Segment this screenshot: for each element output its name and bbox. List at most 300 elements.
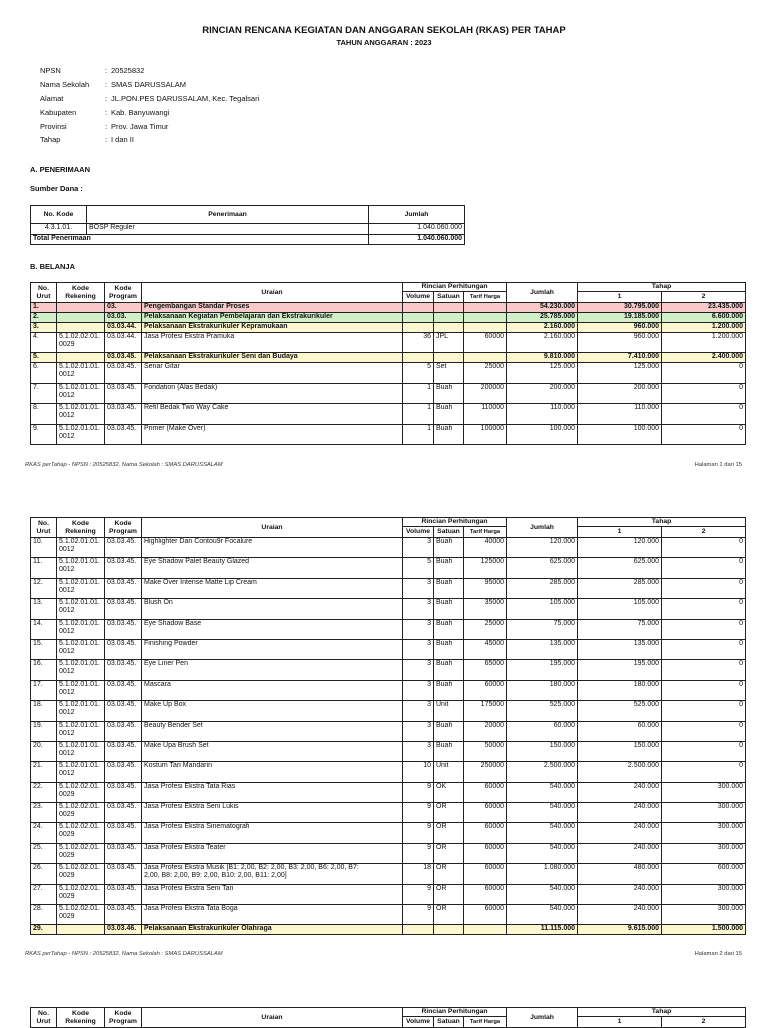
cell-satuan: [434, 353, 464, 363]
cell-tahap-1: 200.000: [578, 383, 662, 403]
cell-tahap-1: 180.000: [578, 680, 662, 700]
section-belanja-heading: B. BELANJA: [30, 262, 76, 271]
cell-volume: 3: [403, 599, 434, 619]
header-satuan: Satuan: [434, 1017, 464, 1028]
cell-uraian: Jasa Profesi Ekstra Sinematografi: [142, 823, 403, 843]
cell-tahap-2: 0: [662, 424, 746, 444]
cell-tahap-2: 0: [662, 721, 746, 741]
info-value: 20525832: [111, 66, 145, 76]
sumber-dana-label: Sumber Dana :: [30, 184, 83, 193]
cell-tahap-1: 120.000: [578, 538, 662, 558]
header-jumlah: Jumlah: [507, 518, 578, 538]
cell-kode-rekening: 5.1.02.01.01. 0012: [57, 741, 105, 761]
cell-kode-rekening: 5.1.02.01.01. 0012: [57, 701, 105, 721]
cell-tahap-2: 0: [662, 680, 746, 700]
cell-no-urut: 24.: [31, 823, 57, 843]
cell-kode-program: 03.03.45.: [105, 680, 142, 700]
info-colon: :: [104, 107, 108, 117]
cell-no-urut: 28.: [31, 905, 57, 925]
cell-tarif: [464, 313, 507, 323]
cell-tahap-2: 2.400.000: [662, 353, 746, 363]
info-key: Kabupaten: [40, 107, 77, 117]
cell-jumlah: 625.000: [507, 558, 578, 578]
cell-kode-rekening: 5.1.02.02.01. 0029: [57, 823, 105, 843]
cell-uraian: Jasa Profesi Ekstra Musik [B1: 2,00, B2: 2,00, B3: 2,00, B6: 2,00, B7: 2,00, B8: 2,00, B9: 2,00, B10: 2,00, B11: 2,00]: [142, 864, 403, 884]
cell-tahap-2: 0: [662, 404, 746, 424]
cell-tarif: [464, 303, 507, 313]
cell-kode-rekening: 5.1.02.01.01. 0012: [57, 424, 105, 444]
cell-tahap-1: 525.000: [578, 701, 662, 721]
cell-kode-rekening: 5.1.02.01.01. 0012: [57, 721, 105, 741]
cell-volume: 9: [403, 782, 434, 802]
cell-kode-program: 03.03.45.: [105, 762, 142, 782]
cell-tarif: 60000: [464, 843, 507, 863]
info-row: [40, 92, 259, 106]
cell-satuan: Buah: [434, 721, 464, 741]
cell-satuan: Buah: [434, 404, 464, 424]
info-row: [40, 105, 259, 119]
belanja-table-page-3: [30, 1007, 746, 1028]
cell-kode-rekening: [57, 313, 105, 323]
header-jumlah: Jumlah: [507, 1008, 578, 1028]
cell-tahap-1: 110.000: [578, 404, 662, 424]
cell-jumlah: 110.000: [507, 404, 578, 424]
table-row: [31, 721, 746, 741]
cell-uraian: Jasa Profesi Ekstra Pramuka: [142, 333, 403, 353]
cell-satuan: Set: [434, 363, 464, 383]
cell-satuan: Buah: [434, 599, 464, 619]
penerimaan-table: [30, 205, 465, 245]
info-row: [40, 78, 259, 92]
cell-tahap-2: 0: [662, 363, 746, 383]
cell-no-urut: 22.: [31, 782, 57, 802]
header-tahap: Tahap: [578, 518, 746, 527]
cell-uraian: Eye Shadow Palet Beauty Glazed: [142, 558, 403, 578]
header-tarif: Tarif Harga: [464, 527, 507, 538]
cell-tahap-2: 0: [662, 558, 746, 578]
table-row: [31, 925, 746, 935]
cell-volume: 3: [403, 639, 434, 659]
cell-jumlah: 285.000: [507, 578, 578, 598]
cell-kode-rekening: 5.1.02.01.01. 0012: [57, 558, 105, 578]
cell-tahap-2: 0: [662, 578, 746, 598]
cell-tarif: [464, 323, 507, 333]
cell-tarif: 175000: [464, 701, 507, 721]
cell-uraian: Jasa Profesi Ekstra Tata Rias: [142, 782, 403, 802]
cell-tahap-2: 300.000: [662, 803, 746, 823]
cell-tarif: 60000: [464, 803, 507, 823]
cell-kode-program: 03.03.: [105, 313, 142, 323]
cell-volume: 9: [403, 884, 434, 904]
cell-kode-program: 03.03.44.: [105, 323, 142, 333]
cell-no-urut: 19.: [31, 721, 57, 741]
cell-no-urut: 7.: [31, 383, 57, 403]
cell-tahap-1: 125.000: [578, 363, 662, 383]
page-number: Halaman 1 dari 15: [694, 462, 742, 468]
cell-no-urut: 10.: [31, 538, 57, 558]
table-row: [31, 701, 746, 721]
cell-satuan: [434, 303, 464, 313]
cell-no-urut: 9.: [31, 424, 57, 444]
cell-kode-program: 03.03.44.: [105, 333, 142, 353]
cell-jumlah: 105.000: [507, 599, 578, 619]
cell-uraian: Eye Liner Pen: [142, 660, 403, 680]
cell-no-urut: 6.: [31, 363, 57, 383]
cell-tarif: 40000: [464, 538, 507, 558]
page-footer: RKAS perTahap - NPSN : 20525832, Nama Sekolah : SMAS DARUSSALAM: [25, 951, 223, 957]
table-row: [31, 741, 746, 761]
cell-tarif: 110000: [464, 404, 507, 424]
cell-volume: 1: [403, 383, 434, 403]
cell-volume: [403, 323, 434, 333]
info-colon: :: [104, 93, 108, 103]
total-label: Total Penerimaan: [31, 235, 369, 245]
cell-tahap-1: 150.000: [578, 741, 662, 761]
cell-kode-rekening: 5.1.02.02.01. 0029: [57, 884, 105, 904]
cell-tahap-2: 0: [662, 639, 746, 659]
header-kode-program: Kode Program: [105, 518, 142, 538]
cell-jumlah: 75.000: [507, 619, 578, 639]
cell-volume: 9: [403, 843, 434, 863]
cell-jumlah: 540.000: [507, 803, 578, 823]
cell-kode-program: 03.03.45.: [105, 363, 142, 383]
header-no-urut: No. Urut: [31, 283, 57, 303]
header-tahap-2: 2: [662, 527, 746, 538]
cell-tahap-1: 480.000: [578, 864, 662, 884]
header-penerimaan: Penerimaan: [87, 206, 369, 224]
cell-kode-rekening: 5.1.02.01.01. 0012: [57, 363, 105, 383]
cell-tarif: 60000: [464, 905, 507, 925]
cell-kode-rekening: 5.1.02.01.01. 0012: [57, 639, 105, 659]
cell-kode-rekening: 5.1.02.01.01. 0012: [57, 404, 105, 424]
cell-tahap-1: 240.000: [578, 782, 662, 802]
cell-jumlah: 525.000: [507, 701, 578, 721]
cell-volume: [403, 925, 434, 935]
cell-kode-rekening: [57, 353, 105, 363]
cell-tarif: 25000: [464, 363, 507, 383]
cell-no-urut: 11.: [31, 558, 57, 578]
cell-tahap-1: 625.000: [578, 558, 662, 578]
cell-kode-program: 03.03.45.: [105, 823, 142, 843]
cell-tahap-2: 6.600.000: [662, 313, 746, 323]
cell-tahap-1: 105.000: [578, 599, 662, 619]
cell-tahap-1: 135.000: [578, 639, 662, 659]
cell-tarif: 60000: [464, 680, 507, 700]
cell-uraian: Pelaksanaan Kegiatan Pembelajaran dan Ekstrakurikuler: [142, 313, 403, 323]
cell-tahap-1: 240.000: [578, 884, 662, 904]
cell-no-urut: 13.: [31, 599, 57, 619]
cell-satuan: Buah: [434, 558, 464, 578]
cell-satuan: OR: [434, 843, 464, 863]
cell-volume: 9: [403, 823, 434, 843]
cell-satuan: OR: [434, 803, 464, 823]
cell-kode-rekening: 5.1.02.01.01. 0012: [57, 762, 105, 782]
cell-tahap-2: 1.200.000: [662, 323, 746, 333]
table-row: [31, 639, 746, 659]
cell-tarif: 100000: [464, 424, 507, 444]
table-row: [31, 803, 746, 823]
section-penerimaan-heading: A. PENERIMAAN: [30, 165, 91, 174]
cell-tahap-1: 9.615.000: [578, 925, 662, 935]
cell-kode-rekening: 5.1.02.01.01. 0012: [57, 578, 105, 598]
cell-kode-program: 03.03.45.: [105, 353, 142, 363]
cell-tarif: 20000: [464, 721, 507, 741]
cell-no-urut: 1.: [31, 303, 57, 313]
cell-volume: 3: [403, 701, 434, 721]
cell-satuan: Buah: [434, 660, 464, 680]
table-row: [31, 538, 746, 558]
cell-tahap-2: 0: [662, 660, 746, 680]
cell-satuan: [434, 313, 464, 323]
header-tahap-1: 1: [578, 292, 662, 303]
cell-tahap-1: 30.795.000: [578, 303, 662, 313]
cell-satuan: Buah: [434, 424, 464, 444]
cell-kode-rekening: 5.1.02.02.01. 0029: [57, 843, 105, 863]
cell-no-urut: 15.: [31, 639, 57, 659]
cell-no-urut: 3.: [31, 323, 57, 333]
page-footer: RKAS perTahap - NPSN : 20525832, Nama Sekolah : SMAS DARUSSALAM: [25, 462, 223, 468]
cell-satuan: Buah: [434, 578, 464, 598]
cell-tarif: 200000: [464, 383, 507, 403]
cell-kode-rekening: 5.1.02.02.01. 0029: [57, 782, 105, 802]
table-row: [31, 905, 746, 925]
cell-jumlah: 125.000: [507, 363, 578, 383]
penerimaan-jumlah: 1.040.060.000: [369, 224, 465, 235]
table-row: [31, 578, 746, 598]
header-volume: Volume: [403, 527, 434, 538]
cell-kode-rekening: 5.1.02.01.01. 0012: [57, 680, 105, 700]
cell-volume: 3: [403, 680, 434, 700]
cell-satuan: JPL: [434, 333, 464, 353]
header-volume: Volume: [403, 1017, 434, 1028]
header-kode-program: Kode Program: [105, 283, 142, 303]
cell-tarif: 250000: [464, 762, 507, 782]
penerimaan-kode: 4.3.1.01.: [31, 224, 87, 235]
cell-volume: 18: [403, 864, 434, 884]
cell-tarif: 45000: [464, 639, 507, 659]
header-tahap-1: 1: [578, 1017, 662, 1028]
table-row: [31, 619, 746, 639]
cell-satuan: [434, 925, 464, 935]
cell-no-urut: 14.: [31, 619, 57, 639]
cell-tarif: 60000: [464, 823, 507, 843]
cell-jumlah: 100.000: [507, 424, 578, 444]
info-row: [40, 64, 259, 78]
table-row: [31, 353, 746, 363]
cell-tahap-1: 7.410.000: [578, 353, 662, 363]
cell-satuan: Buah: [434, 741, 464, 761]
cell-jumlah: 200.000: [507, 383, 578, 403]
cell-volume: 3: [403, 721, 434, 741]
table-row: [31, 680, 746, 700]
cell-tahap-2: 0: [662, 701, 746, 721]
cell-no-urut: 20.: [31, 741, 57, 761]
cell-tarif: 65000: [464, 660, 507, 680]
header-satuan: Satuan: [434, 292, 464, 303]
cell-jumlah: 150.000: [507, 741, 578, 761]
header-jumlah: Jumlah: [507, 283, 578, 303]
header-tahap-2: 2: [662, 292, 746, 303]
cell-uraian: Senar Gitar: [142, 363, 403, 383]
header-tahap: Tahap: [578, 1008, 746, 1017]
info-key: Provinsi: [40, 121, 67, 131]
cell-tahap-2: 300.000: [662, 884, 746, 904]
cell-no-urut: 12.: [31, 578, 57, 598]
cell-satuan: Buah: [434, 639, 464, 659]
cell-kode-program: 03.03.45.: [105, 578, 142, 598]
cell-kode-rekening: 5.1.02.01.01. 0012: [57, 538, 105, 558]
header-rincian: Rincian Perhitungan: [403, 283, 507, 292]
table-row: [31, 333, 746, 353]
cell-jumlah: 540.000: [507, 884, 578, 904]
cell-uraian: Blush On: [142, 599, 403, 619]
cell-volume: [403, 313, 434, 323]
cell-kode-program: 03.03.45.: [105, 701, 142, 721]
header-tahap-1: 1: [578, 527, 662, 538]
cell-tahap-1: 19.185.000: [578, 313, 662, 323]
table-row: [31, 404, 746, 424]
cell-jumlah: 11.115.000: [507, 925, 578, 935]
header-satuan: Satuan: [434, 527, 464, 538]
cell-uraian: Beauty Bender Set: [142, 721, 403, 741]
cell-kode-program: 03.03.45.: [105, 639, 142, 659]
cell-tahap-1: 960.000: [578, 323, 662, 333]
header-rincian: Rincian Perhitungan: [403, 518, 507, 527]
cell-kode-program: 03.03.45.: [105, 803, 142, 823]
cell-kode-rekening: [57, 925, 105, 935]
header-no-kode: No. Kode: [31, 206, 87, 224]
header-volume: Volume: [403, 292, 434, 303]
cell-no-urut: 27.: [31, 884, 57, 904]
cell-kode-program: 03.03.45.: [105, 424, 142, 444]
document-title: RINCIAN RENCANA KEGIATAN DAN ANGGARAN SEKOLAH (RKAS) PER TAHAP: [202, 25, 566, 36]
cell-volume: 3: [403, 619, 434, 639]
belanja-table-page-1: [30, 282, 746, 445]
cell-satuan: Buah: [434, 383, 464, 403]
cell-tahap-2: 0: [662, 741, 746, 761]
cell-volume: 5: [403, 558, 434, 578]
header-no-urut: No. Urut: [31, 518, 57, 538]
cell-jumlah: 540.000: [507, 905, 578, 925]
cell-uraian: Eye Shadow Base: [142, 619, 403, 639]
cell-tahap-1: 240.000: [578, 823, 662, 843]
header-kode-rekening: Kode Rekening: [57, 283, 105, 303]
cell-kode-program: 03.03.45.: [105, 660, 142, 680]
cell-kode-program: 03.03.45.: [105, 864, 142, 884]
cell-no-urut: 23.: [31, 803, 57, 823]
cell-jumlah: 25.785.000: [507, 313, 578, 323]
info-value: I dan II: [111, 135, 134, 145]
cell-jumlah: 540.000: [507, 843, 578, 863]
info-key: NPSN: [40, 66, 61, 76]
header-kode-rekening: Kode Rekening: [57, 518, 105, 538]
cell-uraian: Jasa Profesi Ekstra Tata Boga: [142, 905, 403, 925]
table-row: [31, 323, 746, 333]
cell-jumlah: 60.000: [507, 721, 578, 741]
cell-kode-program: 03.03.45.: [105, 619, 142, 639]
cell-kode-rekening: 5.1.02.02.01. 0029: [57, 803, 105, 823]
cell-tarif: [464, 353, 507, 363]
table-row: [31, 313, 746, 323]
cell-jumlah: 54.230.000: [507, 303, 578, 313]
cell-satuan: [434, 323, 464, 333]
table-row: [31, 383, 746, 403]
cell-volume: [403, 353, 434, 363]
cell-volume: 10: [403, 762, 434, 782]
cell-volume: 3: [403, 578, 434, 598]
info-value: SMAS DARUSSALAM: [111, 80, 187, 90]
table-row: [31, 599, 746, 619]
info-key: Tahap: [40, 135, 61, 145]
cell-kode-program: 03.03.45.: [105, 741, 142, 761]
info-colon: :: [104, 135, 108, 145]
school-info: [40, 64, 259, 147]
cell-volume: 9: [403, 905, 434, 925]
cell-volume: 36: [403, 333, 434, 353]
header-kode-rekening: Kode Rekening: [57, 1008, 105, 1028]
cell-uraian: Pengembangan Standar Proses: [142, 303, 403, 313]
cell-no-urut: 21.: [31, 762, 57, 782]
cell-volume: 1: [403, 404, 434, 424]
cell-jumlah: 120.000: [507, 538, 578, 558]
cell-no-urut: 16.: [31, 660, 57, 680]
table-row: [31, 224, 465, 235]
info-colon: :: [104, 121, 108, 131]
cell-no-urut: 2.: [31, 313, 57, 323]
cell-jumlah: 2.500.000: [507, 762, 578, 782]
cell-uraian: Kostum Tari Mandarin: [142, 762, 403, 782]
cell-uraian: Jasa Profesi Ekstra Seni Tari: [142, 884, 403, 904]
table-row: [31, 782, 746, 802]
header-jumlah: Jumlah: [369, 206, 465, 224]
cell-tahap-1: 75.000: [578, 619, 662, 639]
cell-uraian: Jasa Profesi Ekstra Teater: [142, 843, 403, 863]
cell-tahap-1: 100.000: [578, 424, 662, 444]
cell-tarif: 25000: [464, 619, 507, 639]
header-no-urut: No. Urut: [31, 1008, 57, 1028]
cell-kode-program: 03.03.45.: [105, 905, 142, 925]
cell-kode-program: 03.03.45.: [105, 721, 142, 741]
cell-kode-rekening: 5.1.02.01.01. 0012: [57, 599, 105, 619]
cell-jumlah: 2.160.000: [507, 333, 578, 353]
cell-kode-program: 03.03.45.: [105, 404, 142, 424]
table-row: [31, 843, 746, 863]
cell-tahap-1: 285.000: [578, 578, 662, 598]
cell-tarif: 50000: [464, 741, 507, 761]
cell-uraian: Refil Bedak Two Way Cake: [142, 404, 403, 424]
penerimaan-nama: BOSP Reguler: [87, 224, 369, 235]
cell-kode-rekening: [57, 303, 105, 313]
cell-tahap-1: 240.000: [578, 843, 662, 863]
cell-tahap-1: 195.000: [578, 660, 662, 680]
cell-jumlah: 540.000: [507, 823, 578, 843]
cell-uraian: Mascara: [142, 680, 403, 700]
cell-satuan: Buah: [434, 680, 464, 700]
cell-kode-program: 03.03.45.: [105, 538, 142, 558]
table-row: [31, 660, 746, 680]
cell-tarif: [464, 925, 507, 935]
cell-tahap-1: 240.000: [578, 905, 662, 925]
cell-no-urut: 26.: [31, 864, 57, 884]
cell-uraian: Pelaksanaan Ekstrakurikuler Olahraga: [142, 925, 403, 935]
cell-satuan: OR: [434, 864, 464, 884]
cell-tahap-1: 960.000: [578, 333, 662, 353]
header-tarif: Tarif Harga: [464, 292, 507, 303]
cell-jumlah: 1.080.000: [507, 864, 578, 884]
table-row: [31, 558, 746, 578]
cell-volume: 3: [403, 741, 434, 761]
info-key: Nama Sekolah: [40, 80, 90, 90]
